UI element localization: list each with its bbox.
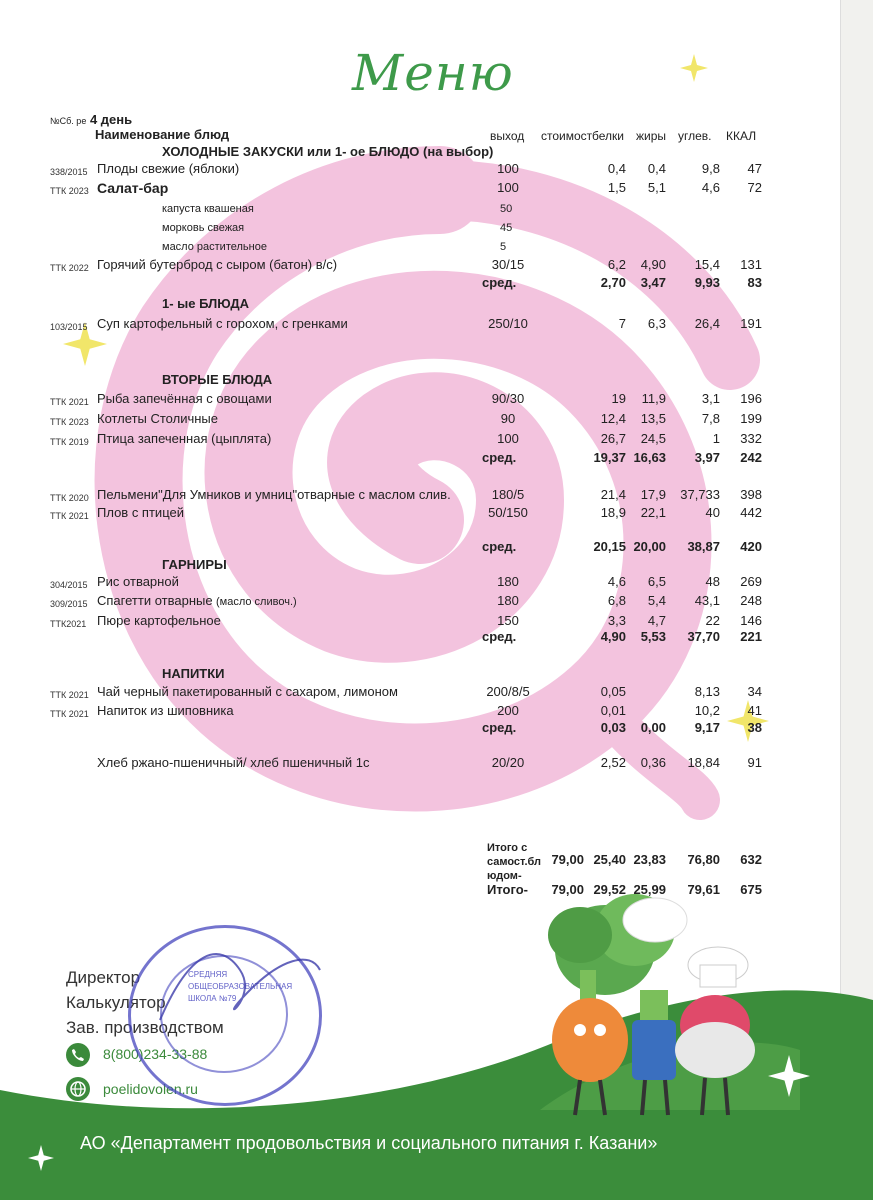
fat-value: 20,00: [633, 539, 666, 554]
section-drinks: НАПИТКИ: [162, 666, 225, 681]
total-2-cost: 79,00: [551, 882, 584, 897]
protein-value: 7: [618, 316, 626, 331]
kcal-value: 191: [740, 316, 762, 331]
carbs-value: 10,2: [694, 703, 720, 718]
phone-number[interactable]: 8(800)234-33-88: [103, 1046, 208, 1062]
row-code: ТТК 2023: [50, 417, 89, 427]
production-label: Зав. производством: [66, 1018, 224, 1037]
phone-icon: [66, 1043, 90, 1067]
total-1-fat: 23,83: [633, 852, 666, 867]
fat-value: 16,63: [633, 450, 666, 465]
row-code: ТТК 2023: [50, 186, 89, 196]
carbs-value: 22: [705, 613, 720, 628]
kcal-value: 72: [747, 180, 762, 195]
dish-name: Плов с птицей: [97, 505, 184, 520]
dish-name-note: (масло сливоч.): [216, 596, 297, 608]
col-fat-header: жиры: [636, 129, 667, 143]
total-1-carbs: 76,80: [687, 852, 720, 867]
kcal-value: 41: [747, 703, 762, 718]
row-code: 309/2015: [50, 599, 88, 609]
carbs-value: 40: [705, 505, 720, 520]
carbs-value: 48: [705, 574, 720, 589]
protein-value: 0,01: [600, 703, 626, 718]
kcal-value: 398: [740, 487, 762, 502]
carbs-value: 4,6: [701, 180, 720, 195]
col-protein-header: белки: [592, 129, 624, 143]
kcal-value: 420: [740, 539, 762, 554]
col-carbs-header: углев.: [678, 129, 712, 143]
fat-value: 24,5: [640, 431, 666, 446]
row-code: ТТК 2022: [50, 263, 89, 273]
footer-organization: АО «Департамент продовольствия и социального питания г. Казани»: [80, 1133, 658, 1153]
kcal-value: 91: [747, 755, 762, 770]
dish-name: Пюре картофельное: [97, 613, 221, 628]
fat-value: 13,5: [640, 411, 666, 426]
protein-value: 19,37: [593, 450, 626, 465]
col-cost-header: стоимост: [541, 129, 592, 143]
fat-value: 4,7: [647, 613, 666, 628]
kcal-value: 131: [740, 257, 762, 272]
kcal-value: 332: [740, 431, 762, 446]
total-label-1: Итого с самост.бл юдом-: [487, 842, 542, 882]
carbs-value: 9,93: [694, 275, 720, 290]
kcal-value: 196: [740, 391, 762, 406]
carbs-value: 15,4: [694, 257, 720, 272]
fat-value: 5,1: [647, 180, 666, 195]
protein-value: 0,05: [600, 684, 626, 699]
menu-title: Меню: [352, 44, 514, 102]
fat-value: 5,4: [647, 593, 666, 608]
protein-value: 20,15: [593, 539, 626, 554]
dish-output: 180: [497, 593, 519, 608]
fat-value: 11,9: [641, 391, 666, 406]
protein-value: 2,70: [600, 275, 626, 290]
fat-value: 6,5: [647, 574, 666, 589]
protein-value: 6,2: [607, 257, 626, 272]
dish-output: 5: [500, 241, 507, 253]
dish-name: Суп картофельный с горохом, с гренками: [97, 316, 348, 331]
average-label: сред.: [482, 275, 517, 290]
section-garnish: ГАРНИРЫ: [162, 557, 227, 572]
protein-value: 0,4: [607, 161, 626, 176]
fat-value: 5,53: [640, 629, 666, 644]
dish-output: 50: [500, 203, 513, 215]
dish-name: Салат-бар: [97, 180, 169, 196]
section-second: ВТОРЫЕ БЛЮДА: [162, 372, 273, 387]
total-label-2: Итого-: [487, 882, 528, 897]
kcal-value: 248: [740, 593, 762, 608]
row-code: ТТК 2019: [50, 437, 89, 447]
calculator-label: Калькулятор: [66, 993, 166, 1012]
dish-name: Птица запеченная (цыплята): [97, 431, 272, 446]
dish-name: Котлеты Столичные: [97, 411, 218, 426]
row-code: 338/2015: [50, 167, 88, 177]
protein-value: 6,8: [607, 593, 626, 608]
row-code: ТТК2021: [50, 619, 87, 629]
kcal-value: 83: [747, 275, 762, 290]
protein-value: 26,7: [600, 431, 626, 446]
kcal-value: 38: [747, 720, 762, 735]
dish-output: 100: [497, 431, 519, 446]
fat-value: 6,3: [647, 316, 666, 331]
stamp-text-3: ШКОЛА №79: [188, 994, 237, 1003]
total-2-kcal: 675: [740, 882, 762, 897]
website-link[interactable]: poelidovolen.ru: [103, 1081, 198, 1097]
carbs-value: 37,733: [680, 487, 720, 502]
fat-value: 3,47: [640, 275, 666, 290]
dish-output: 90/30: [491, 391, 525, 406]
carbs-value: 38,87: [687, 539, 720, 554]
carbs-value: 18,84: [687, 755, 720, 770]
dish-name: Плоды свежие (яблоки): [97, 161, 240, 176]
kcal-value: 146: [740, 613, 762, 628]
dish-output: 20/20: [491, 755, 525, 770]
fat-value: 22,1: [640, 505, 666, 520]
signature-scribble: [150, 930, 330, 1060]
protein-value: 4,90: [600, 629, 626, 644]
protein-value: 18,9: [600, 505, 626, 520]
average-label: сред.: [482, 539, 517, 554]
carbs-value: 37,70: [687, 629, 720, 644]
carbs-value: 8,13: [694, 684, 720, 699]
carbs-value: 9,17: [694, 720, 720, 735]
dish-output: 50/150: [488, 505, 528, 520]
fat-value: 0,4: [647, 161, 666, 176]
col-kcal-header: ККАЛ: [726, 129, 757, 143]
fat-value: 4,90: [640, 257, 666, 272]
dish-name: Спагетти отварные: [97, 593, 213, 608]
fat-value: 17,9: [640, 487, 666, 502]
kcal-value: 34: [747, 684, 762, 699]
carbs-value: 9,8: [701, 161, 720, 176]
row-code: ТТК 2021: [50, 690, 89, 700]
dish-name: Напиток из шиповника: [97, 703, 234, 718]
dish-output: 90: [500, 411, 516, 426]
carbs-value: 3,1: [701, 391, 720, 406]
col-output-header: выход: [490, 129, 525, 143]
stamp-text-1: СРЕДНЯЯ: [188, 970, 228, 979]
protein-value: 0,03: [600, 720, 626, 735]
dish-name: масло растительное: [162, 241, 267, 253]
protein-value: 21,4: [600, 487, 626, 502]
protein-value: 19: [611, 391, 626, 406]
row-code: ТТК 2021: [50, 511, 89, 521]
dish-name: Горячий бутерброд с сыром (батон) в/с): [97, 257, 338, 272]
total-2-protein: 29,52: [593, 882, 626, 897]
white-star-icon: [768, 1055, 810, 1097]
col-name-header: Наименование блюд: [95, 127, 230, 142]
row-code: ТТК 2021: [50, 709, 89, 719]
dish-output: 180: [497, 574, 519, 589]
dish-output: 45: [500, 222, 513, 234]
dish-output: 180/5: [491, 487, 525, 502]
average-label: сред.: [482, 720, 517, 735]
carbs-value: 1: [712, 431, 720, 446]
average-label: сред.: [482, 629, 517, 644]
protein-value: 2,52: [600, 755, 626, 770]
dish-output: 100: [497, 161, 519, 176]
section-first: 1- ые БЛЮДА: [162, 296, 249, 311]
row-code: ТТК 2021: [50, 397, 89, 407]
dish-name: Чай черный пакетированный с сахаром, лимоном: [97, 684, 398, 699]
dish-name: Хлеб ржано-пшеничный/ хлеб пшеничный 1с: [97, 755, 370, 770]
director-label: Директор: [66, 968, 141, 987]
white-star-icon: [28, 1145, 54, 1171]
total-1-kcal: 632: [740, 852, 762, 867]
dish-name: капуста квашеная: [162, 203, 254, 215]
kcal-value: 221: [740, 629, 762, 644]
kcal-value: 442: [740, 505, 762, 520]
dish-name: Рис отварной: [97, 574, 179, 589]
veggie-characters-illustration: [520, 890, 790, 1120]
kcal-value: 269: [740, 574, 762, 589]
protein-value: 3,3: [607, 613, 626, 628]
dish-name: Рыба запечённая с овощами: [97, 391, 272, 406]
dish-output: 30/15: [491, 257, 525, 272]
dish-output: 200/8/5: [486, 684, 530, 699]
section-cold: ХОЛОДНЫЕ ЗАКУСКИ или 1- ое БЛЮДО (на выбор): [162, 144, 494, 159]
dish-name: морковь свежая: [162, 222, 245, 234]
total-2-fat: 25,99: [633, 882, 666, 897]
protein-value: 1,5: [607, 180, 626, 195]
stamp-text-2: ОБЩЕОБРАЗОВАТЕЛЬНАЯ: [188, 982, 293, 991]
fat-value: 0,36: [640, 755, 666, 770]
menu-number: №Сб. ре 4 день: [50, 112, 133, 127]
row-code: 103/2015: [50, 322, 88, 332]
carbs-value: 3,97: [694, 450, 720, 465]
kcal-value: 47: [747, 161, 762, 176]
protein-value: 12,4: [600, 411, 626, 426]
dish-output: 200: [497, 703, 519, 718]
dish-output: 250/10: [488, 316, 528, 331]
dish-name: Пельмени"Для Умников и умниц"отварные с маслом слив.: [97, 487, 451, 502]
total-1-cost: 79,00: [551, 852, 584, 867]
carbs-value: 43,1: [694, 593, 720, 608]
total-2-carbs: 79,61: [687, 882, 720, 897]
kcal-value: 199: [740, 411, 762, 426]
fat-value: 0,00: [640, 720, 666, 735]
globe-icon: [66, 1077, 90, 1101]
yellow-star-icon: [680, 54, 708, 82]
carbs-value: 26,4: [694, 316, 720, 331]
total-1-protein: 25,40: [593, 852, 626, 867]
dish-output: 100: [497, 180, 519, 195]
protein-value: 4,6: [607, 574, 626, 589]
row-code: ТТК 2020: [50, 493, 89, 503]
dish-output: 150: [497, 613, 519, 628]
average-label: сред.: [482, 450, 517, 465]
kcal-value: 242: [740, 450, 762, 465]
carbs-value: 7,8: [701, 411, 720, 426]
row-code: 304/2015: [50, 580, 88, 590]
